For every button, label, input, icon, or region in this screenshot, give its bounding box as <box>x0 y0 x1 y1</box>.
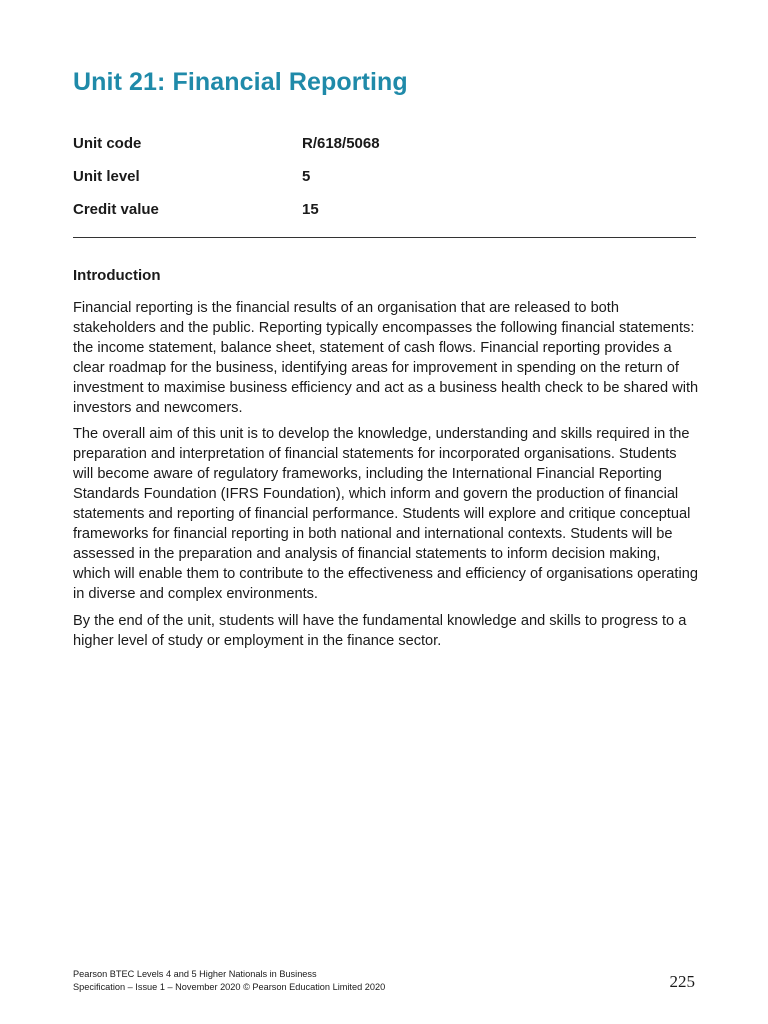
unit-level-value: 5 <box>302 168 311 185</box>
footer-publication-title: Pearson BTEC Levels 4 and 5 Higher Nationals in Business <box>73 969 317 979</box>
credit-value-row <box>73 193 696 226</box>
unit-level-row <box>73 160 696 193</box>
introduction-paragraph: By the end of the unit, students will have the fundamental knowledge and skills to progress to a higher level of study or employment in the finance sector. <box>73 612 687 649</box>
footer <box>73 968 385 993</box>
page-title: Unit 21: Financial Reporting <box>73 68 408 96</box>
unit-code-value: R/618/5068 <box>302 135 380 152</box>
introduction-paragraph: Financial reporting is the financial results of an organisation that are released to both stakeholders and the public. Reporting typically encompasses the following financial statements: the income statement, balance sheet, statement of cash flows. Financial reporting provides a clear roadmap for the business, identifying areas for improvement in spending on the return of investment to maximise business efficiency and act as a business health check to be shared with investors and newcomers. <box>73 300 699 416</box>
introduction-body <box>73 299 699 658</box>
page-number: 225 <box>669 972 695 991</box>
footer-specification-issue: Specification – Issue 1 – November 2020 © Pearson Education Limited 2020 <box>73 981 386 992</box>
credit-value-label: Credit value <box>73 201 159 218</box>
introduction-paragraph: The overall aim of this unit is to develop the knowledge, understanding and skills required in the preparation and interpretation of financial statements for incorporated organisations. Students will become aware of regulatory frameworks, including the International Financial Reporting Standards Foundation (IFRS Foundation), which inform and govern the production of financial statements and reporting of financial performance. Students will explore and critique conceptual frameworks for financial reporting in both national and international contexts. Students will be assessed in the preparation and analysis of financial statements to inform decision making, which will enable them to contribute to the effectiveness and efficiency of organisations operating in diverse and complex environments. <box>73 426 698 602</box>
credit-value-value: 15 <box>302 201 319 218</box>
unit-code-row <box>73 127 696 160</box>
section-divider <box>73 237 696 238</box>
unit-details-table <box>73 127 696 226</box>
introduction-heading: Introduction <box>73 267 161 284</box>
unit-code-label: Unit code <box>73 135 142 152</box>
unit-level-label: Unit level <box>73 168 140 185</box>
